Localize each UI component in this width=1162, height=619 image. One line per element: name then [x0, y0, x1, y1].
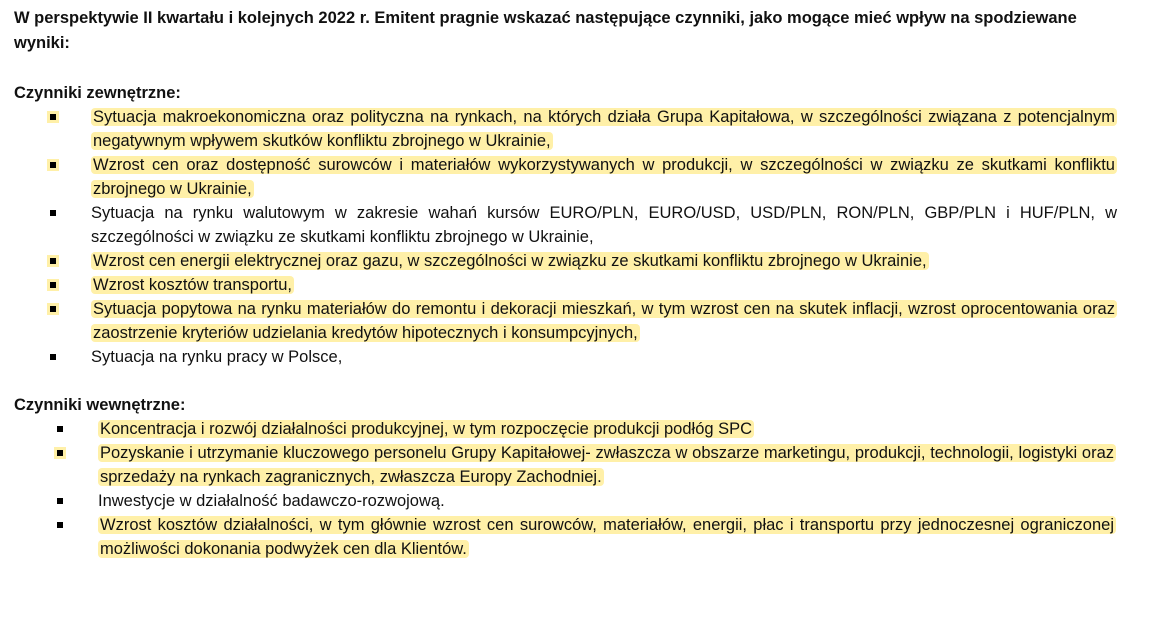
list-item: [14, 489, 1134, 513]
factor-text: Sytuacja makroekonomiczna oraz polityczna na rynkach, na których działa Grupa Kapitałowa, w szczególności związana z potencjalnym negatywnym wpływem skutków konfliktu zbrojnego w Ukrainie,: [93, 108, 1115, 150]
factor-text: Wzrost kosztów transportu,: [93, 276, 292, 294]
factor-text: Sytuacja popytowa na rynku materiałów do remontu i dekoracji mieszkań, w tym wzrost cen na skutek inflacji, wzrost oprocentowania oraz zaostrzenie kryteriów udzielania kredytów hipotecznych i konsumpcyjnych,: [93, 300, 1115, 342]
list-item: [14, 249, 1134, 273]
list-item: [14, 105, 1134, 153]
list-item: [14, 417, 1134, 441]
square-bullet-icon: [50, 282, 56, 288]
square-bullet-icon: [50, 258, 56, 264]
factor-text: Koncentracja i rozwój działalności produkcyjnej, w tym rozpoczęcie produkcji podłóg SPC: [100, 420, 753, 438]
square-bullet-icon: [50, 306, 56, 312]
internal-factors-list: [14, 417, 1134, 561]
square-bullet-icon: [57, 450, 63, 456]
factor-text: Sytuacja na rynku pracy w Polsce,: [91, 348, 343, 366]
square-bullet-icon: [50, 114, 56, 120]
factor-text: Sytuacja na rynku walutowym w zakresie wahań kursów EURO/PLN, EURO/USD, USD/PLN, RON/PLN, GBP/PLN i HUF/PLN, w szczególności w związku ze skutkami konfliktu zbrojnego w Ukrainie,: [91, 204, 1117, 246]
list-item: [14, 297, 1134, 345]
list-item: [14, 201, 1134, 249]
document: [14, 6, 1134, 561]
square-bullet-icon: [50, 162, 56, 168]
factor-text: Wzrost cen oraz dostępność surowców i materiałów wykorzystywanych w produkcji, w szczególności w związku ze skutkami konfliktu zbrojnego w Ukrainie,: [93, 156, 1115, 198]
list-item: [14, 153, 1134, 201]
square-bullet-icon: [57, 522, 63, 528]
square-bullet-icon: [50, 354, 56, 360]
internal-factors-title: Czynniki wewnętrzne:: [14, 396, 186, 414]
square-bullet-icon: [50, 210, 56, 216]
external-factors-list: [14, 105, 1134, 369]
list-item: [14, 273, 1134, 297]
factor-text: Wzrost cen energii elektrycznej oraz gazu, w szczególności w związku ze skutkami konfliktu zbrojnego w Ukrainie,: [93, 252, 927, 270]
factor-text: Inwestycje w działalność badawczo-rozwojową.: [98, 492, 445, 510]
list-item: [14, 513, 1134, 561]
factor-text: Pozyskanie i utrzymanie kluczowego personelu Grupy Kapitałowej- zwłaszcza w obszarze marketingu, produkcji, technologii, logistyki oraz sprzedaży na rynkach zagranicznych, zwłaszcza Europy Zachodniej.: [100, 444, 1114, 486]
intro-paragraph: W perspektywie II kwartału i kolejnych 2022 r. Emitent pragnie wskazać następujące czynniki, jako mogące mieć wpływ na spodziewane wyniki:: [14, 9, 1077, 52]
square-bullet-icon: [57, 498, 63, 504]
list-item: [14, 441, 1134, 489]
square-bullet-icon: [57, 426, 63, 432]
factor-text: Wzrost kosztów działalności, w tym głównie wzrost cen surowców, materiałów, energii, płac i transportu przy jednoczesnej ograniczonej możliwości dokonania podwyżek cen dla Klientów.: [100, 516, 1114, 558]
list-item: [14, 345, 1134, 369]
external-factors-title: Czynniki zewnętrzne:: [14, 84, 181, 102]
